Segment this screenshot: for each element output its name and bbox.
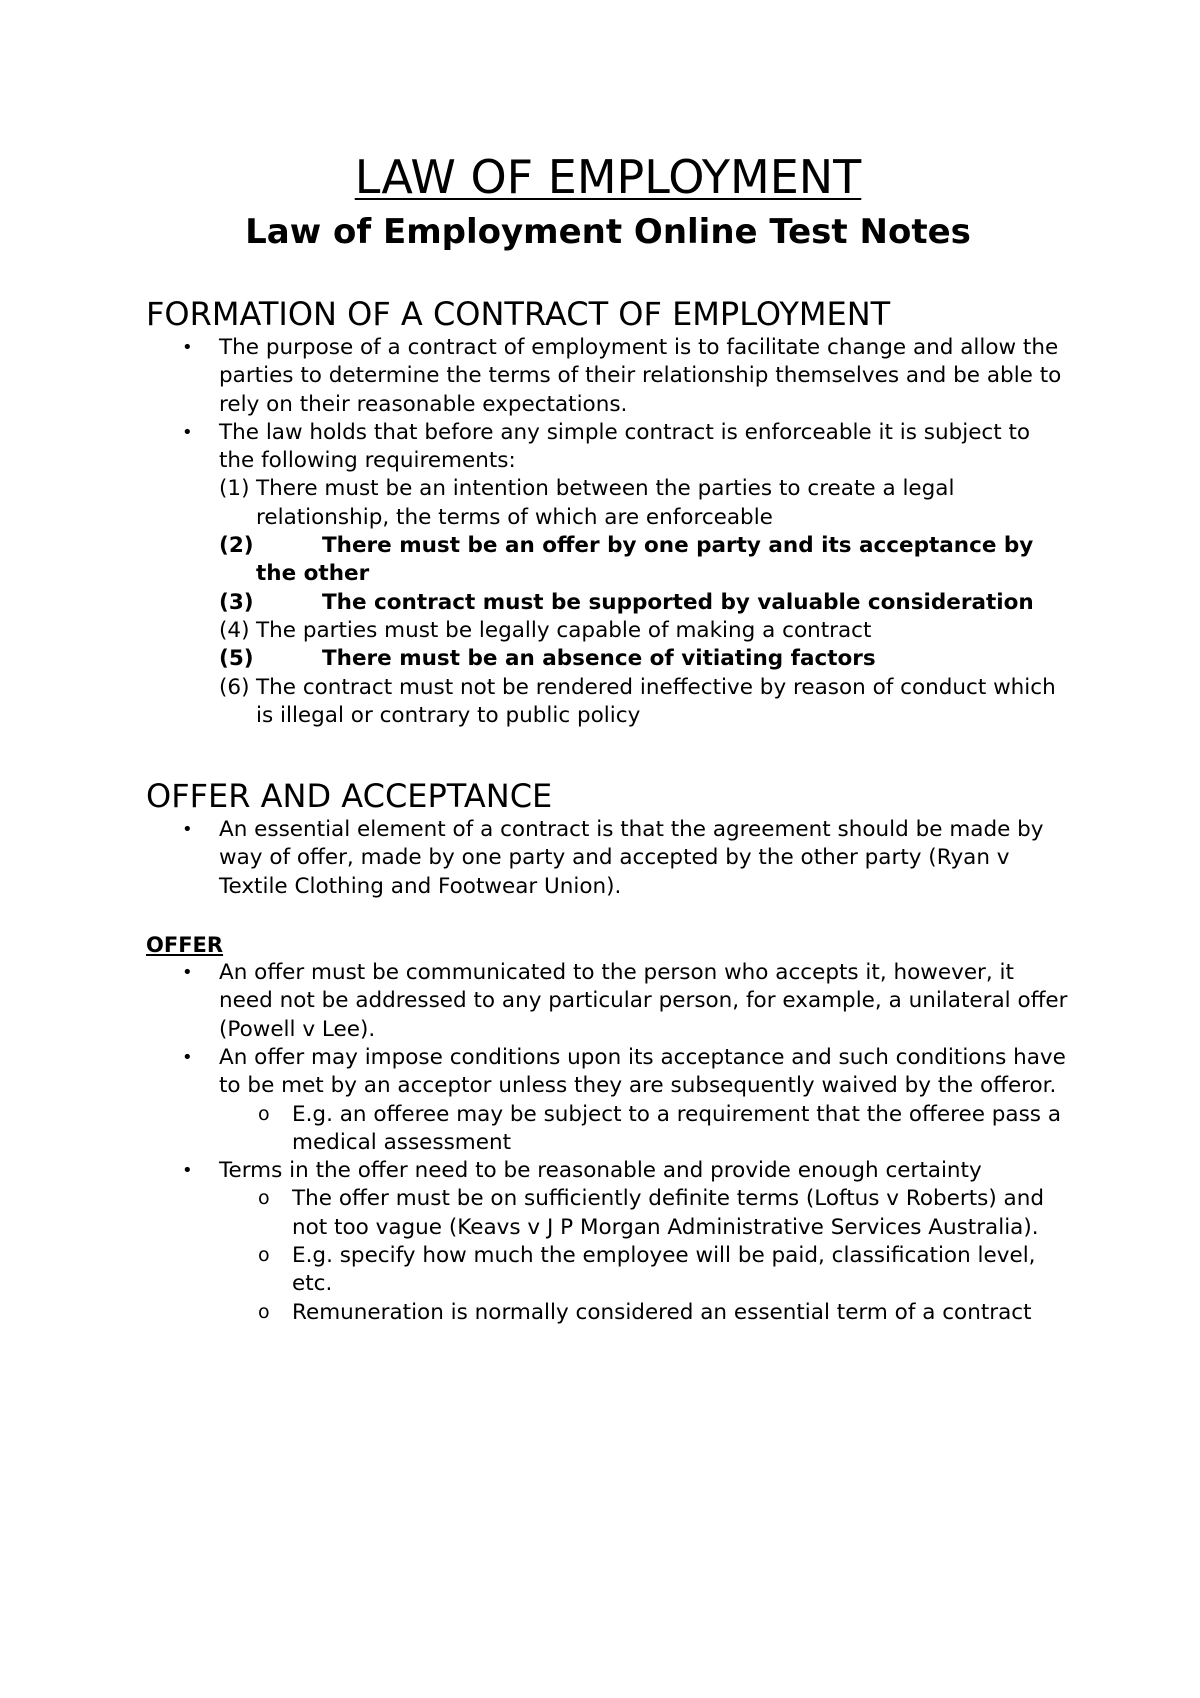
list-item bbox=[146, 1044, 1070, 1101]
requirements-list bbox=[146, 475, 1070, 730]
section-heading-offer: OFFER bbox=[146, 933, 224, 958]
list-item bbox=[146, 816, 1070, 901]
bullet-icon: • bbox=[182, 1160, 193, 1182]
sub-bullet-icon: o bbox=[258, 1187, 270, 1210]
requirement-item bbox=[146, 475, 1070, 532]
requirement-text: The contract must be supported by valuable consideration bbox=[322, 589, 1034, 615]
document-title: LAW OF EMPLOYMENT bbox=[354, 150, 862, 204]
bullet-text: Terms in the offer need to be reasonable and provide enough certainty bbox=[219, 1158, 982, 1184]
bullet-icon: • bbox=[182, 819, 193, 841]
bullet-icon: • bbox=[182, 337, 193, 358]
section-heading-formation: FORMATION OF A CONTRACT OF EMPLOYMENT bbox=[146, 295, 891, 333]
bullet-text: An offer must be communicated to the person who accepts it, however, it need not be addressed to any particular person, for example, a unilateral offer (Powell v Lee). bbox=[219, 960, 1068, 1042]
list-item bbox=[146, 959, 1070, 1044]
section-heading-offer-acceptance: OFFER AND ACCEPTANCE bbox=[146, 777, 553, 816]
formation-bullet-list bbox=[146, 334, 1070, 475]
requirement-item bbox=[146, 645, 1070, 673]
requirement-item bbox=[146, 617, 1070, 645]
requirement-text: The parties must be legally capable of making a contract bbox=[256, 617, 872, 643]
bullet-icon: • bbox=[182, 962, 193, 984]
bullet-text: An offer may impose conditions upon its acceptance and such conditions have to be met by an acceptor unless they are subsequently waived by the offeror. bbox=[219, 1044, 1066, 1099]
offer-bullet-list bbox=[146, 959, 1070, 1100]
requirement-text: There must be an offer by one party and its acceptance by the other bbox=[256, 533, 1034, 587]
offer-sub-list-terms bbox=[146, 1185, 1070, 1326]
requirement-text: The contract must not be rendered ineffective by reason of conduct which is illegal or contrary to public policy bbox=[256, 674, 1056, 728]
bullet-icon: • bbox=[182, 421, 193, 443]
sub-bullet-text: Remuneration is normally considered an essential term of a contract bbox=[292, 1299, 1032, 1325]
sub-bullet-icon: o bbox=[258, 1102, 270, 1125]
sub-list-item bbox=[146, 1299, 1070, 1327]
sub-bullet-text: E.g. specify how much the employee will be paid, classification level, etc. bbox=[292, 1243, 1036, 1297]
requirement-number: (3) bbox=[219, 589, 254, 615]
requirement-number: (4) bbox=[219, 617, 250, 643]
sub-list-item bbox=[146, 1242, 1070, 1299]
requirement-item bbox=[146, 532, 1070, 589]
requirement-number: (6) bbox=[219, 674, 250, 700]
offer-bullet-list-continued bbox=[146, 1157, 1070, 1185]
document-subtitle: Law of Employment Online Test Notes bbox=[245, 212, 971, 252]
sub-bullet-icon: o bbox=[258, 1300, 270, 1323]
bullet-icon: • bbox=[182, 1046, 193, 1068]
sub-list-item bbox=[146, 1185, 1070, 1242]
requirement-item bbox=[146, 589, 1070, 617]
requirement-item bbox=[146, 674, 1070, 731]
list-item bbox=[146, 334, 1070, 419]
requirement-number: (1) bbox=[219, 476, 250, 502]
requirement-text: There must be an intention between the parties to create a legal relationship, the terms of which are enforceable bbox=[256, 476, 955, 530]
requirement-number: (5) bbox=[219, 646, 254, 672]
bullet-text: The purpose of a contract of employment is to facilitate change and allow the parties to determine the terms of their relationship themselves and be able to rely on their reasonable expectations. bbox=[219, 335, 1062, 417]
sub-list-item bbox=[146, 1101, 1070, 1158]
list-item bbox=[146, 1157, 1070, 1185]
requirement-number: (2) bbox=[219, 533, 254, 559]
sub-bullet-text: E.g. an offeree may be subject to a requirement that the offeree pass a medical assessment bbox=[292, 1101, 1061, 1155]
requirement-text: There must be an absence of vitiating factors bbox=[322, 646, 876, 672]
offer-sub-list-conditions bbox=[146, 1101, 1070, 1158]
list-item bbox=[146, 419, 1070, 476]
bullet-text: An essential element of a contract is that the agreement should be made by way of offer, made by one party and accepted by the other party (Ryan v Textile Clothing and Footwear Union). bbox=[219, 817, 1044, 899]
bullet-text: The law holds that before any simple contract is enforceable it is subject to the following requirements: bbox=[219, 419, 1031, 474]
sub-bullet-text: The offer must be on sufficiently definite terms (Loftus v Roberts) and not too vague (Keavs v J P Morgan Administrative Services Australia). bbox=[292, 1186, 1045, 1240]
sub-bullet-icon: o bbox=[258, 1244, 270, 1267]
offer-acceptance-bullet-list bbox=[146, 816, 1070, 901]
